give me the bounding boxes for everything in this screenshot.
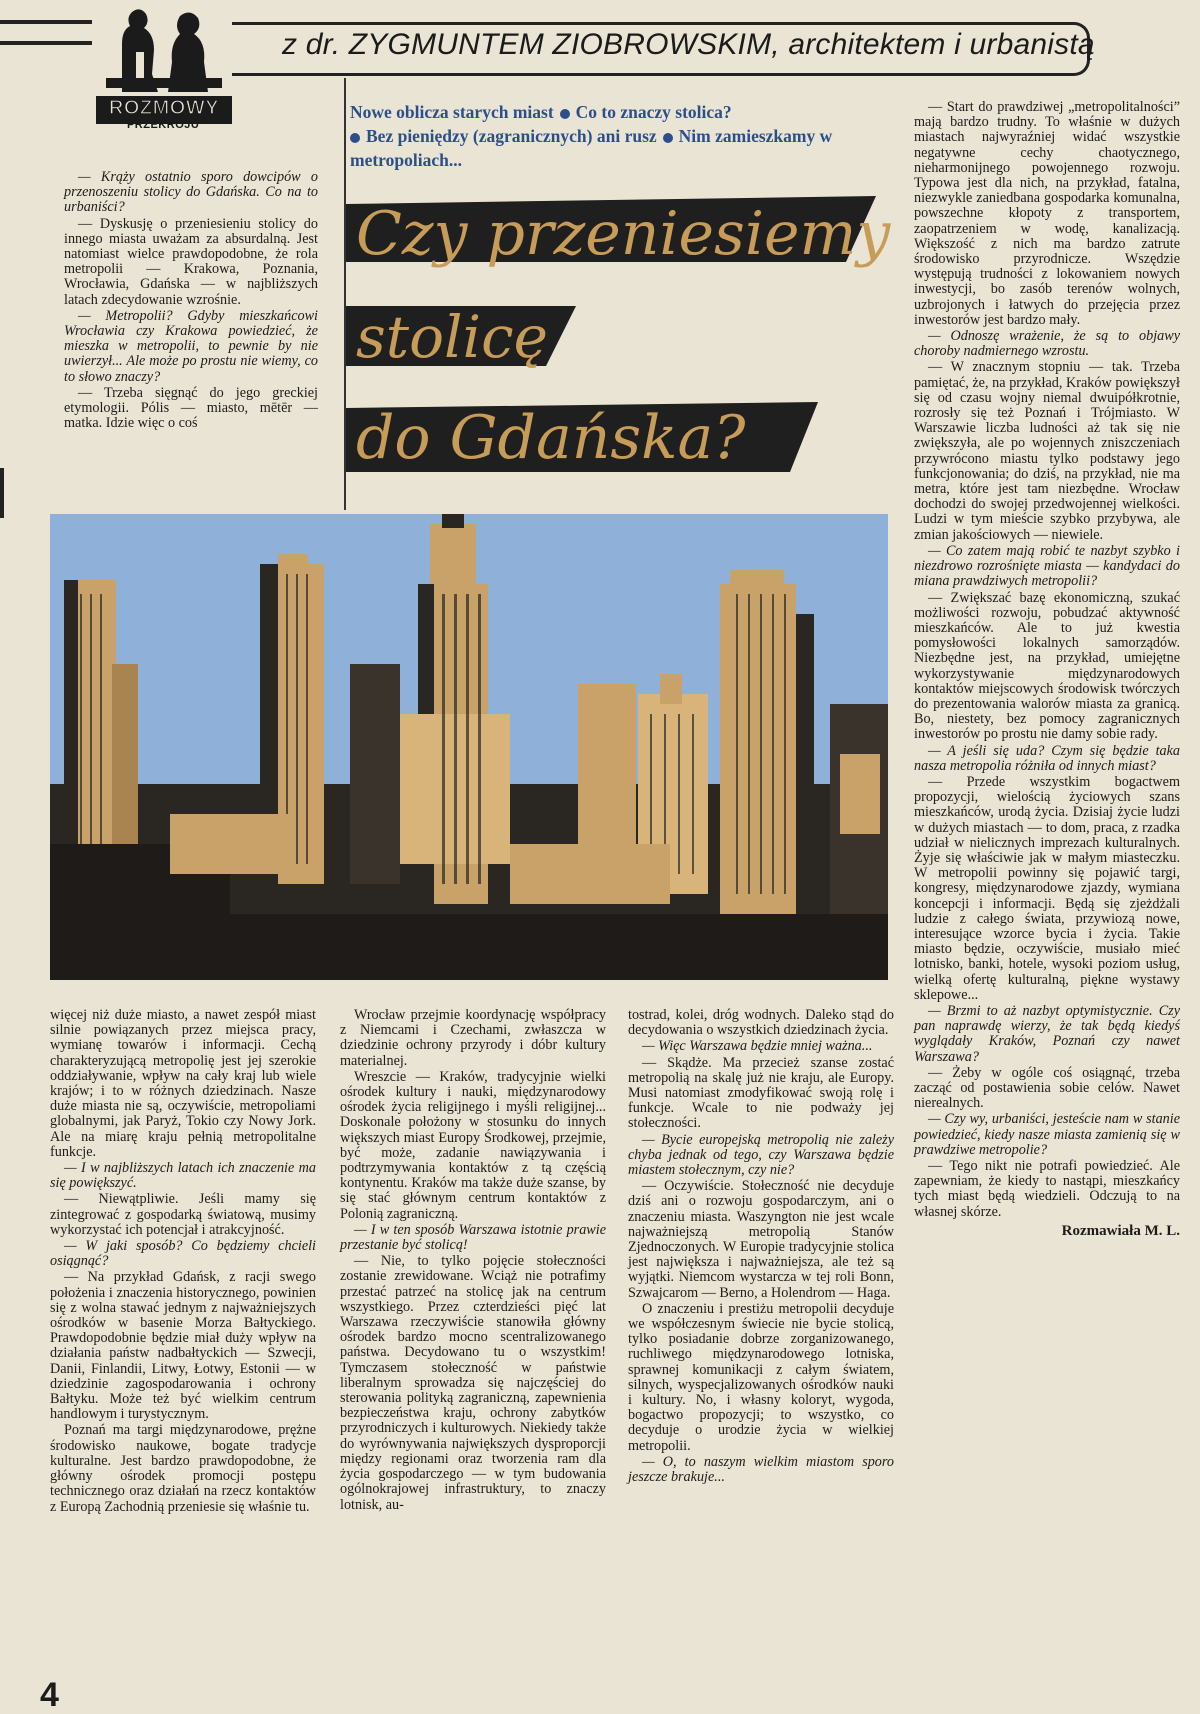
lead-item: Bez pieniędzy (zagranicznych) ani rusz [366, 126, 657, 146]
column-bottom-2 [340, 1008, 606, 1514]
lead-item: Nim zamieszkamy w metropoliach... [350, 126, 833, 170]
margin-mark [0, 468, 4, 518]
question-paragraph: — Co zatem mają robić te nazbyt szybko i niezdrowo rozrośnięte miasta — kandydaci do miana prawdziwych metropolii? [914, 542, 1180, 590]
question-paragraph: — I w ten sposób Warszawa istotnie prawie przestanie być stolicą! [340, 1221, 606, 1254]
answer-paragraph: — W znacznym stopniu — tak. Trzeba pamiętać, że, na przykład, Kraków powiększył się od czasu wojny niemal dwuipółkrotnie, rozrosły się też Poznań i Trójmiasto. W Warszawie liczba ludności aż tak się nie zwiększyła, ale po wojennych zniszczeniach przywrócono miastu tylko podstawy jego funkcjonowania; do dziś, na przykład, nie ma metra, które jest tam niezbędne. Wrocław dochodzi do swojej przedwojennej wielkości. Ludzi w tym mieście szybko przybywa, ale zmian jakościowych — niewiele. [914, 359, 1180, 543]
answer-paragraph: — Przede wszystkim bogactwem propozycji, wielością życiowych szans mieszkańców, urodą życia. Dzisiaj życie ludzi w dużych miastach — to dom, praca, z rzadka udział w nielicznych imprezach kulturalnych. Żyje się właściwie jak w małym miasteczku. W metropolii powinny się pojawić targi, kongresy, międzynarodowe zjazdy, wymiana koncepcji i informacji. Będą się zjeżdżali ludzie z całego świata, przywiozą nowe, interesujące wzorce bycia i życia. Takie miasto będzie, oczywiście, musiało mieć lotnisko, banki, hotele, wysoki poziom usług, wielką ofertę kulturalną, piękne wystawy sklepowe... [914, 773, 1180, 1003]
answer-paragraph: — Zwiększać bazę ekonomiczną, szukać możliwości rozwoju, pobudzać aktywność mieszkańców. Ale to już kwestia pomysłowości lokalnych samorządów. Niezbędne jest, na przykład, umiejętne wykorzystywanie międzynarodowych kontaktów miejscowych środowisk twórczych do prezentowania walorów miasta za granicą. Bo, niestety, bez pomocy zagranicznych inwestorów po prostu nie damy sobie rady. [914, 589, 1180, 743]
lead-item: Co to znaczy stolica? [575, 102, 732, 122]
answer-paragraph: O znaczeniu i prestiżu metropolii decyduje we współczesnym świecie nie bycie stolicą, tylko posiadanie dobrze zorganizowanego, ruchliwego międzynarodowego lotniska, sprawnej komunikacji z całym światem, silnych, wyspecjalizowanych ośrodków nauki i kultury. No, i własny koloryt, wygoda, bogactwo propozycji; to wszystko, co decyduje o urodzie życia w wielkiej metropolii. [628, 1300, 894, 1454]
question-paragraph: — W jaki sposób? Co będziemy chcieli osiągnąć? [50, 1238, 316, 1270]
answer-paragraph: — Żeby w ogóle coś osiągnąć, trzeba zacząć od postawienia sobie celów. Nawet nierealnych. [914, 1064, 1180, 1112]
answer-paragraph: — Dyskusję o przeniesieniu stolicy do innego miasta uważam za absurdalną. Jest natomiast wielce prawdopodobne, że rola metropolii — Krakowa, Poznania, Wrocławia, Gdańska — w najbliższych latach zdecydowanie wzrośnie. [64, 215, 318, 308]
answer-paragraph: Wreszcie — Kraków, tradycyjnie wielki ośrodek kultury i nauki, międzynarodowy ośrodek życia religijnego i myśli religijnej... Doskonale położony w stosunku do innych większych miast Europy Środkowej, przejmie, być może, zadanie nawiązywania i podtrzymywania kontaktów z tą częścią kontynentu. Kraków ma także duże szanse, by się stać głównym centrum kontaktów z Polonią zagraniczną. [340, 1068, 606, 1222]
question-paragraph: — Odnoszę wrażenie, że są to objawy choroby nadmiernego wzrostu. [914, 328, 1180, 360]
question-paragraph: — Brzmi to aż nazbyt optymistycznie. Czy pan naprawdę wierzy, że tak będą kiedyś wyglądały Kraków, Poznań czy nawet Warszawa? [914, 1002, 1180, 1065]
page-number: 4 [40, 1676, 59, 1714]
lead-item: Nowe oblicza starych miast [350, 102, 554, 122]
column-right [914, 100, 1180, 1240]
column-bottom-3 [628, 1008, 894, 1486]
bullet-dot-icon [560, 109, 570, 119]
author-signature: Rozmawiała M. L. [1061, 1222, 1180, 1239]
headline-line-3: do Gdańska? [356, 403, 746, 473]
logo-subtitle: PRZEKROJU" [126, 119, 206, 131]
logo-title: ROZMOWY [108, 97, 220, 119]
city-skyline-photo [50, 514, 888, 980]
question-paragraph: — O, to naszym wielkim miastom sporo jeszcze brakuje... [628, 1453, 894, 1486]
question-paragraph: — Więc Warszawa będzie mniej ważna... [642, 1038, 873, 1055]
answer-paragraph: Wrocław przejmie koordynację współpracy z Niemcami i Czechami, zwłaszcza w dziedzinie ochrony przyrody i dóbr kultury materialnej. [340, 1007, 606, 1069]
column-top-left [64, 170, 318, 432]
interview-header-title: z dr. ZYGMUNTEM ZIOBROWSKIM, architektem i urbanistą [282, 28, 1095, 61]
bullet-dot-icon [663, 133, 673, 143]
header-rule-left-2 [0, 41, 92, 45]
column-bottom-1 [50, 1008, 316, 1516]
question-paragraph: — I w najbliższych latach ich znaczenie ma się powiększyć. [50, 1160, 316, 1192]
question-paragraph: — Bycie europejską metropolią nie zależy chyba jednak od tego, czy Warszawa będzie miastem stołecznym, czy nie? [628, 1131, 894, 1179]
answer-paragraph: — Tego nikt nie potrafi powiedzieć. Ale zapewniam, że kiedy to nastąpi, mieszkańcy tych miast będą wiedzieli. Odczują to na własnej skórze. [914, 1158, 1180, 1220]
answer-paragraph: — Start do prawdziwej „metropolitalności” mają bardzo trudny. To właśnie w dużych miastach najwyraźniej widać wszystkie negatywne cechy chaotycznego, nieharmonijnego powojennego rozwoju. Typowa jest dla nich, na przykład, fatalna, niezwykle zaniedbana gospodarka komunalna, powszechne kłopoty z transportem, zaopatrzeniem w wodę, kanalizacją. Większość z nich ma bardzo zatrute środowisko przyrodnicze. Wszędzie występują trudności z lokowaniem nowych inwestycji, bo zasób terenów wolnych, uzbrojonych i łatwych do przejęcia przez inwestorów jest bardzo mały. [914, 99, 1180, 328]
question-paragraph: — A jeśli się uda? Czym się będzie taka nasza metropolia różniła od innych miast? [914, 742, 1180, 774]
answer-paragraph: tostrad, kolei, dróg wodnych. Daleko stąd do decydowania o wszystkich dziedzinach życia. [628, 1007, 894, 1039]
question-paragraph: — Czy wy, urbaniści, jesteście nam w stanie powiedzieć, kiedy nasze miasta zamienią się w prawdziwe metropolie? [914, 1111, 1180, 1158]
answer-paragraph: więcej niż duże miasto, a nawet zespół miast silnie powiązanych przez miejsca pracy, wymianę towarów i informacji. Cechą charakteryzującą metropolię jest jej szerokie oddziaływanie, wpływ na cały kraj lub wiele krajów; i to w różnych dziedzinach. Nasze duże miasta nie są, oczywiście, metropoliami globalnymi, jak Paryż, Tokio czy Nowy Jork. Ale na miarę kraju pełnią metropolitalne funkcje. [50, 1007, 316, 1160]
answer-paragraph: — Na przykład Gdańsk, z racji swego położenia i znaczenia historycznego, powinien się z wolna stawać jednym z najważniejszych ośrodków w basenie Morza Bałtyckiego. Prawdopodobnie będzie miał duży wpływ na działania państw nadbałtyckich — Szwecji, Danii, Finlandii, Litwy, Łotwy, Estonii — w dziedzinie zagospodarowania i ochrony Bałtyku. Może też być wielkim centrum handlowym i turystycznym. [50, 1269, 316, 1423]
headline-line-2: stolicę [356, 303, 548, 371]
bullet-dot-icon [350, 133, 360, 143]
answer-paragraph: — Nie, to tylko pojęcie stołeczności zostanie zrewidowane. Wciąż nie potrafimy przestać patrzeć na stolicę jak na centrum wszystkiego. Przez czterdzieści pięć lat Warszawa rzeczywiście stanowiła główny ośrodek bardzo mocno scentralizowanego państwa. Decydowano tu o wszystkim! Tymczasem stołeczność w państwie liberalnym sprowadza się najczęściej do sterowania polityką zagraniczną, zapewnienia bezpieczeństwa kraju, ochrony zabytków przyrodniczych i kulturowych. Niekiedy także do wyrównywania największych dysproporcji między regionami oraz tworzenia ram dla życia gospodarczego — w tym budowania ogólnokrajowej infrastruktury, to znaczy lotnisk, au- [340, 1253, 606, 1513]
question-paragraph: — Metropolii? Gdyby mieszkańcowi Wrocławia czy Krakowa powiedzieć, że mieszka w metropolii, to pewnie by nie uwierzył... Ale może po prostu nie wiemy, co to słowo znaczy? [64, 307, 318, 385]
answer-paragraph: — Trzeba sięgnąć do jego greckiej etymologii. Pólis — miasto, mētēr — matka. Idzie więc o coś [64, 384, 318, 432]
question-paragraph: — Krąży ostatnio sporo dowcipów o przenoszeniu stolicy do Gdańska. Co na to urbaniści? [64, 169, 318, 216]
answer-paragraph: Poznań ma targi międzynarodowe, prężne środowisko naukowe, bogate tradycje kulturalne. Jest bardzo prawdopodobne, że główny ośrodek promocji postępu technicznego oraz działań na rzecz kontaktów z Europą Zachodnią przeniesie się właśnie tu. [50, 1422, 316, 1515]
lead-teaser [350, 100, 890, 172]
header-rule-left [0, 20, 92, 24]
headline-line-1: Czy przeniesiemy [356, 199, 891, 269]
answer-paragraph: — Oczywiście. Stołeczność nie decyduje dziś ani o rozwoju gospodarczym, ani o znaczeniu miasta. Waszyngton nie jest wcale najważniejszą metropolią Stanów Zjednoczonych. W Europie tradycyjnie stolica jest największa i najważniejsza, ale też są wyjątki. Niemcom wystarcza w tej roli Bonn, Szwajcarom — Berno, a Holendrom — Haga. [628, 1178, 894, 1301]
answer-paragraph: — Skądże. Ma przecież szanse zostać metropolią na skalę już nie kraju, ale Europy. Musi natomiast zmodyfikować swoją rolę i funkcje. Wcale to nie podważy jej stołeczności. [628, 1054, 894, 1132]
answer-paragraph: — Niewątpliwie. Jeśli mamy się zintegrować z gospodarką światową, musimy wykorzystać ich potencjał i atrakcyjność. [50, 1191, 316, 1238]
